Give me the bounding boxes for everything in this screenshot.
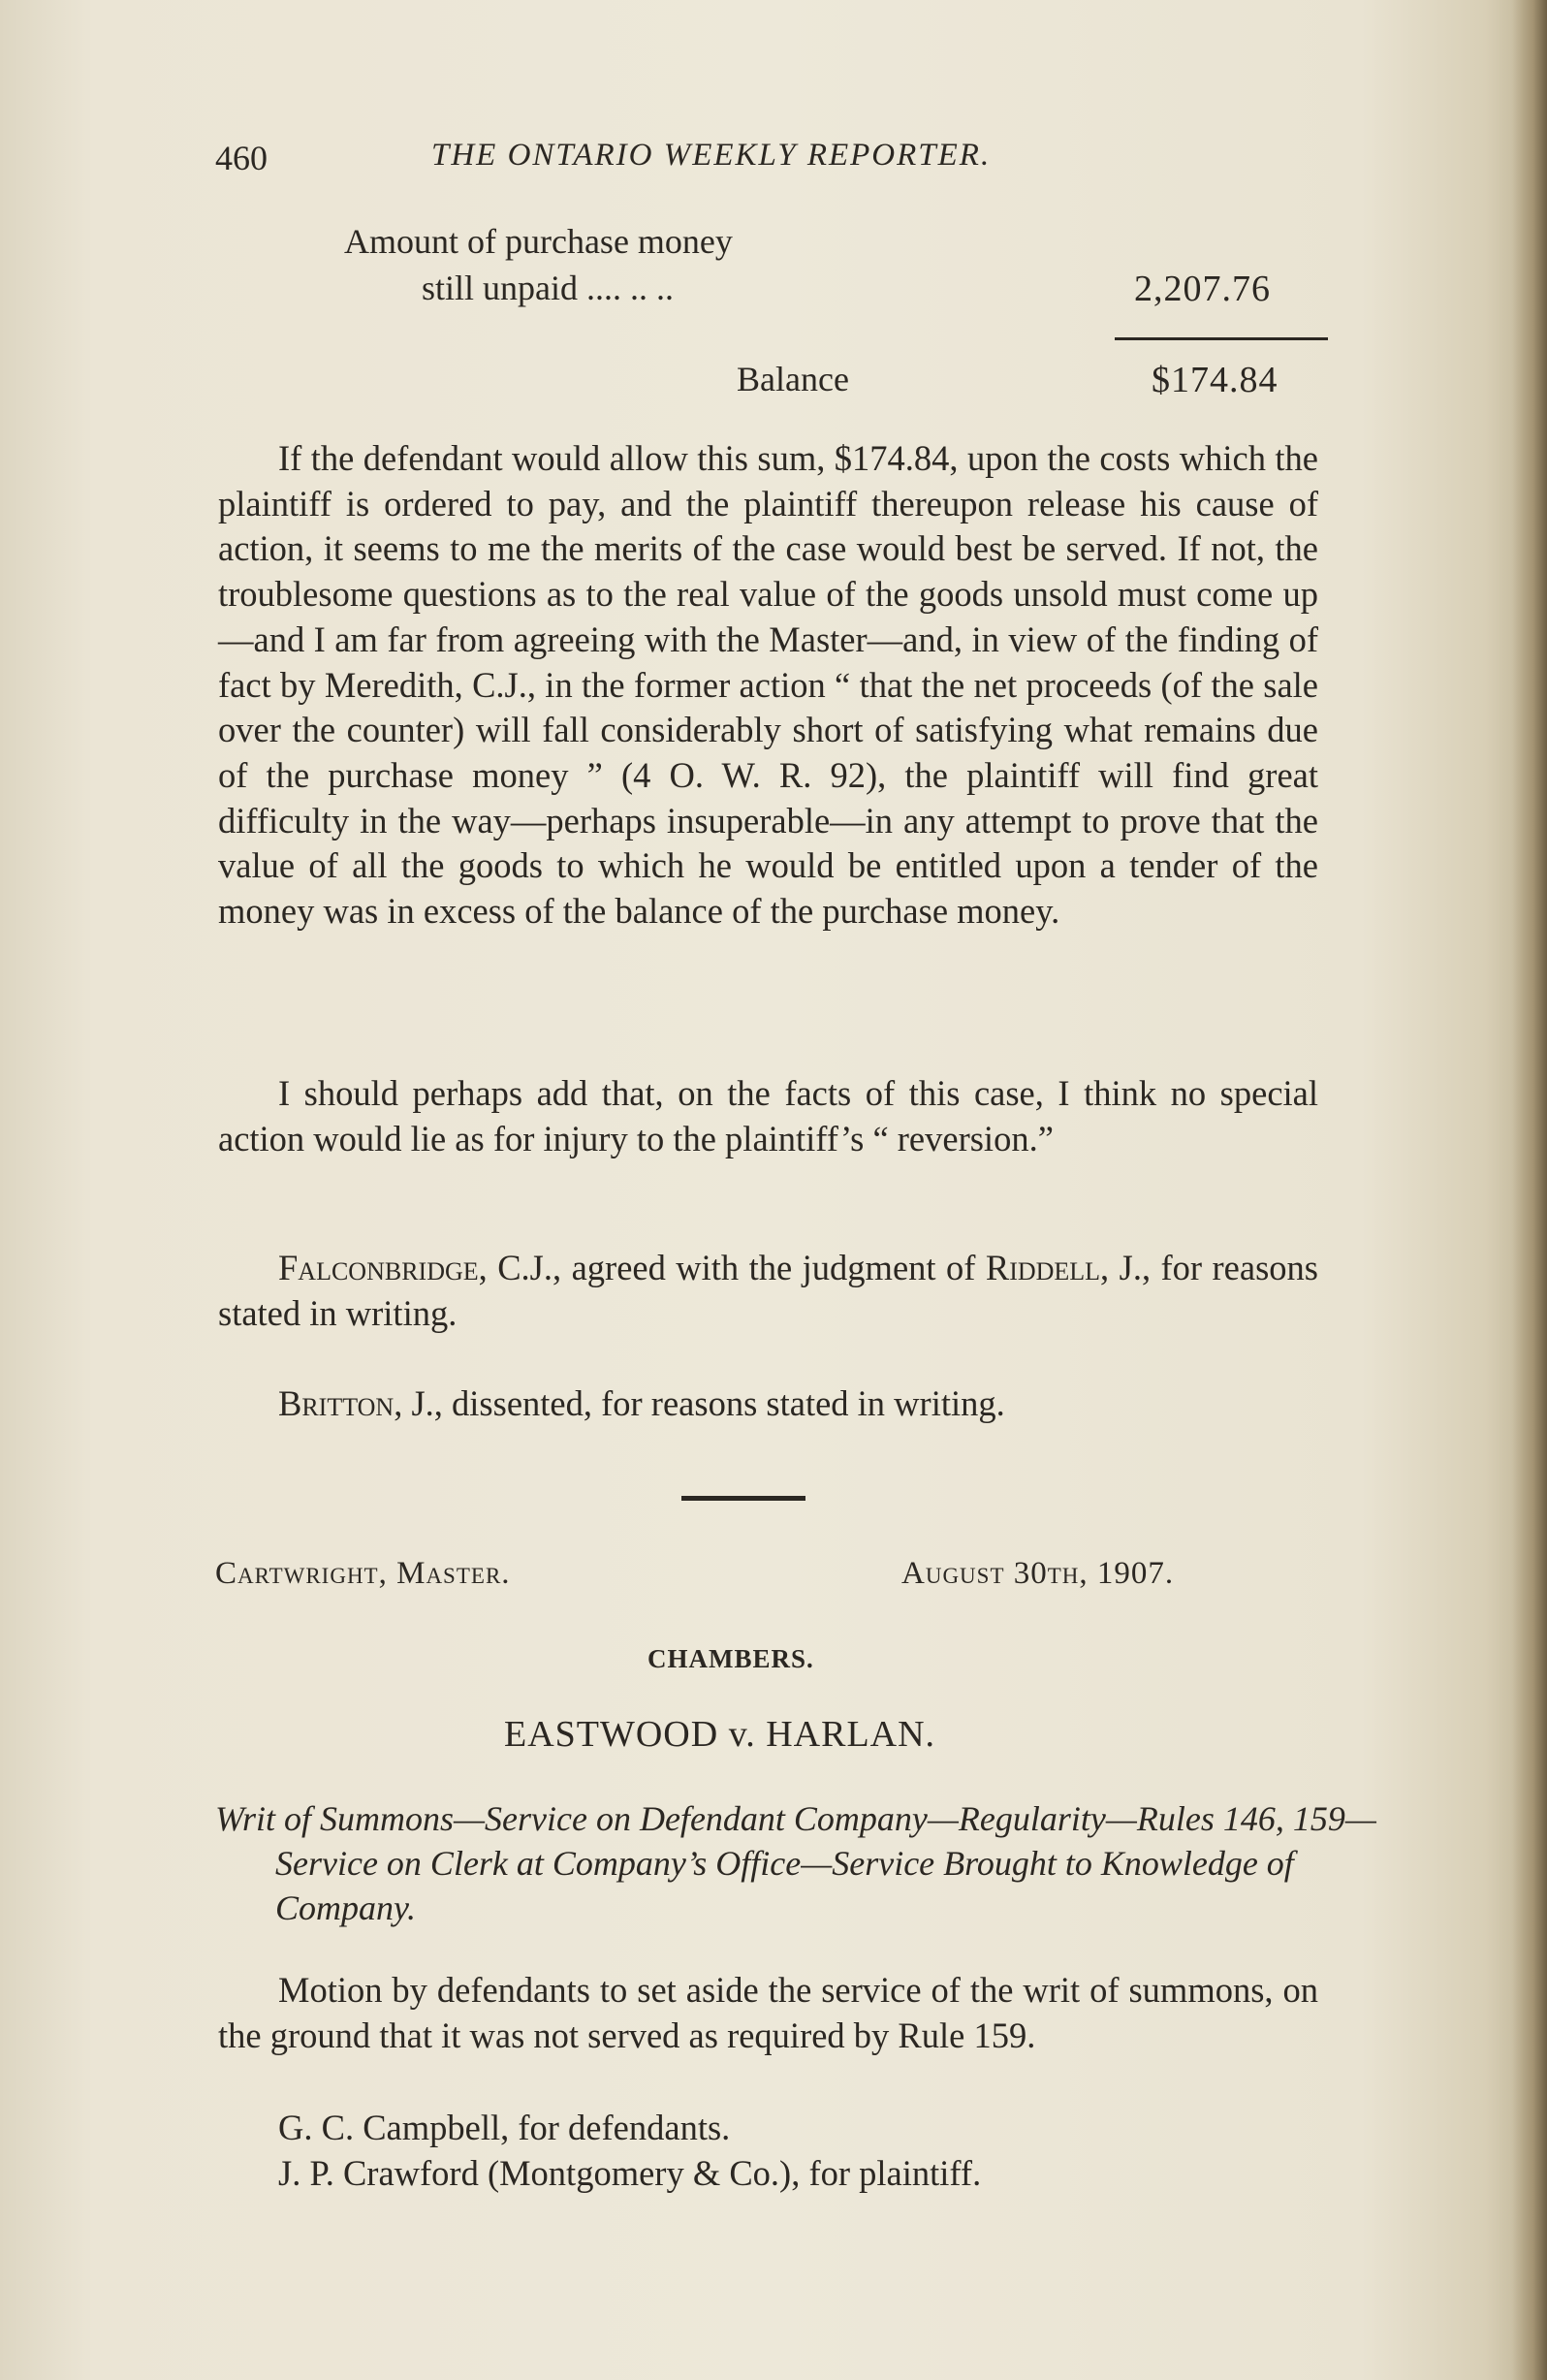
britton-paragraph	[218, 1381, 1318, 1427]
motion-paragraph: Motion by defendants to set aside the service of the writ of summons, on the ground that it was not served as required by Rule 159.	[218, 1970, 1318, 2055]
paragraph-1: If the defendant would allow this sum, $174.84, upon the costs which the plaintiff is ordered to pay, and the plaintiff thereupon release his cause of action, it seems to me the merits of the case would best be served. If not, the troublesome questions as to the real value of the goods unsold must come up—and I am far from agreeing with the Master—and, in view of the finding of fact by Meredith, C.J., in the former action “ that the net proceeds (of the sale over the counter) will fall considerably short of satisfying what remains due of the purchase money ” (4 O. W. R. 92), the plaintiff will find great difficulty in the way—perhaps insuperable—in any attempt to prove that the value of all the goods to which he would be entitled upon a tender of the money was in excess of the balance of the purchase money.	[218, 438, 1318, 932]
case-title: EASTWOOD v. HARLAN.	[504, 1714, 936, 1755]
judge-name-riddell: Riddell	[985, 1248, 1101, 1287]
falconbridge-paragraph	[218, 1246, 1318, 1336]
counsel-defendants: G. C. Campbell, for defendants.	[278, 2108, 731, 2147]
case-judge: Cartwright, Master.	[215, 1556, 511, 1591]
case-headnote: Writ of Summons—Service on Defendant Company—Regularity—Rules 146, 159—Service on Clerk at Company’s Office—Service Brought to Knowledge of Company.	[215, 1799, 1376, 1927]
total-rule	[1115, 337, 1328, 340]
balance-label: Balance	[737, 360, 849, 398]
judge-name-britton: Britton	[278, 1383, 395, 1423]
counsel-plaintiff: J. P. Crawford (Montgomery & Co.), for plaintiff.	[278, 2153, 982, 2193]
court-label: CHAMBERS.	[647, 1644, 814, 1673]
paragraph-2: I should perhaps add that, on the facts of this case, I think no special action would lie as for injury to the plaintiff’s “ reversion.”	[218, 1073, 1318, 1158]
case-date: August 30th, 1907.	[901, 1556, 1175, 1591]
page-edge-shadow	[1512, 0, 1547, 2380]
balance-value: $174.84	[1152, 360, 1279, 400]
falconbridge-text: , C.J., agreed with the judgment of	[478, 1248, 986, 1287]
judge-name-falconbridge: Falconbridge	[278, 1248, 479, 1287]
falconbridge-tail: , J., for reasons stated in writing.	[218, 1248, 1318, 1333]
account-line-2: still unpaid .... .. ..	[422, 269, 674, 307]
page-number: 460	[215, 139, 268, 177]
account-amount: 2,207.76	[1134, 269, 1271, 309]
running-title: THE ONTARIO WEEKLY REPORTER.	[431, 138, 992, 173]
section-divider	[681, 1496, 805, 1501]
account-line-1: Amount of purchase money	[344, 222, 733, 261]
britton-text: , J., dissented, for reasons stated in writing.	[394, 1383, 1005, 1423]
